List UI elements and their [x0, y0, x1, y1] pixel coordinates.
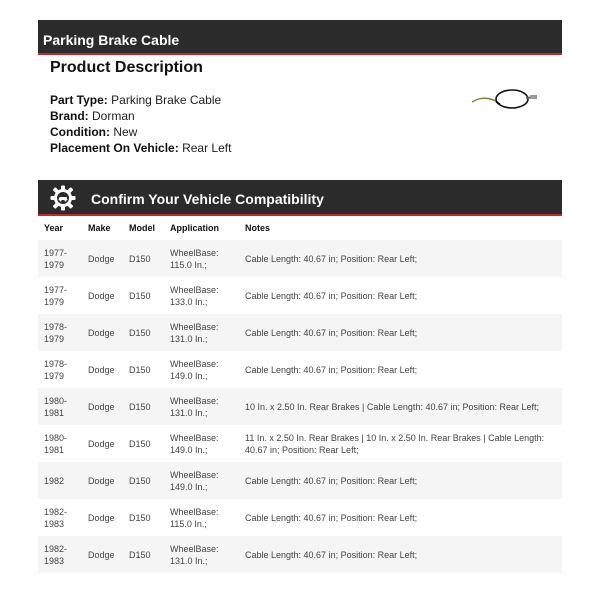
- cell-application: WheelBase: 133.0 In.;: [164, 277, 239, 314]
- table-row: [38, 536, 562, 573]
- cell-notes: Cable Length: 40.67 in; Position: Rear Left;: [239, 462, 562, 499]
- cell-application: WheelBase: 149.0 In.;: [164, 425, 239, 462]
- cell-year: 1982: [38, 462, 82, 499]
- table-row: [38, 425, 562, 462]
- cell-notes: 10 In. x 2.50 In. Rear Brakes | Cable Length: 40.67 in; Position: Rear Left;: [239, 388, 562, 425]
- table-row: [38, 277, 562, 314]
- cell-notes: 11 In. x 2.50 In. Rear Brakes | 10 In. x 2.50 In. Rear Brakes | Cable Length: 40.67 in; Position: Rear Left;: [239, 425, 562, 462]
- cell-make: Dodge: [82, 536, 123, 573]
- column-header-make: Make: [88, 223, 111, 233]
- product-description-heading: Product Description: [50, 59, 203, 76]
- cell-notes: Cable Length: 40.67 in; Position: Rear Left;: [239, 277, 562, 314]
- cell-application: WheelBase: 149.0 In.;: [164, 462, 239, 499]
- cell-year: 1978-1979: [38, 351, 82, 388]
- column-header-notes: Notes: [245, 223, 271, 233]
- cell-year: 1980-1981: [38, 388, 82, 425]
- cell-year: 1978-1979: [38, 314, 82, 351]
- cell-application: WheelBase: 149.0 In.;: [164, 351, 239, 388]
- table-row: [38, 240, 562, 277]
- table-header-row: [38, 216, 562, 240]
- cell-model: D150: [123, 425, 164, 462]
- cell-year: 1982-1983: [38, 499, 82, 536]
- table-row: [38, 351, 562, 388]
- cell-model: D150: [123, 314, 164, 351]
- cell-model: D150: [123, 462, 164, 499]
- table-row: [38, 462, 562, 499]
- cell-year: 1982-1983: [38, 536, 82, 573]
- page-header: [38, 20, 562, 55]
- cell-application: WheelBase: 131.0 In.;: [164, 314, 239, 351]
- table-row: [38, 314, 562, 351]
- cell-application: WheelBase: 115.0 In.;: [164, 499, 239, 536]
- cell-notes: Cable Length: 40.67 in; Position: Rear Left;: [239, 351, 562, 388]
- spec-part-type: Part Type: Parking Brake Cable: [50, 93, 222, 107]
- cell-make: Dodge: [82, 277, 123, 314]
- cell-make: Dodge: [82, 388, 123, 425]
- column-header-year: Year: [44, 223, 64, 233]
- compatibility-title: Confirm Your Vehicle Compatibility: [91, 191, 324, 207]
- spec-brand: Brand: Dorman: [50, 109, 135, 123]
- cell-model: D150: [123, 499, 164, 536]
- cell-application: WheelBase: 131.0 In.;: [164, 388, 239, 425]
- cell-make: Dodge: [82, 314, 123, 351]
- cell-make: Dodge: [82, 425, 123, 462]
- cell-make: Dodge: [82, 499, 123, 536]
- cell-make: Dodge: [82, 462, 123, 499]
- page-title: Parking Brake Cable: [43, 32, 180, 48]
- cell-model: D150: [123, 240, 164, 277]
- compatibility-table: [38, 216, 562, 573]
- cell-year: 1977-1979: [38, 240, 82, 277]
- gear-car-icon: [50, 185, 76, 211]
- cell-year: 1977-1979: [38, 277, 82, 314]
- cell-notes: Cable Length: 40.67 in; Position: Rear Left;: [239, 314, 562, 351]
- cell-year: 1980-1981: [38, 425, 82, 462]
- cell-make: Dodge: [82, 240, 123, 277]
- cell-application: WheelBase: 115.0 In.;: [164, 240, 239, 277]
- product-specs: [50, 92, 231, 156]
- cell-application: WheelBase: 131.0 In.;: [164, 536, 239, 573]
- cell-make: Dodge: [82, 351, 123, 388]
- table-row: [38, 499, 562, 536]
- spec-condition: Condition: New: [50, 125, 138, 139]
- cell-model: D150: [123, 277, 164, 314]
- cell-notes: Cable Length: 40.67 in; Position: Rear Left;: [239, 536, 562, 573]
- spec-placement: Placement On Vehicle: Rear Left: [50, 141, 232, 155]
- table-row: [38, 388, 562, 425]
- column-header-application: Application: [170, 223, 219, 233]
- cell-notes: Cable Length: 40.67 in; Position: Rear Left;: [239, 499, 562, 536]
- compatibility-header: [38, 180, 562, 216]
- cell-model: D150: [123, 351, 164, 388]
- cell-model: D150: [123, 388, 164, 425]
- column-header-model: Model: [129, 223, 155, 233]
- brake-cable-image: [470, 84, 540, 114]
- cell-notes: Cable Length: 40.67 in; Position: Rear Left;: [239, 240, 562, 277]
- cell-model: D150: [123, 536, 164, 573]
